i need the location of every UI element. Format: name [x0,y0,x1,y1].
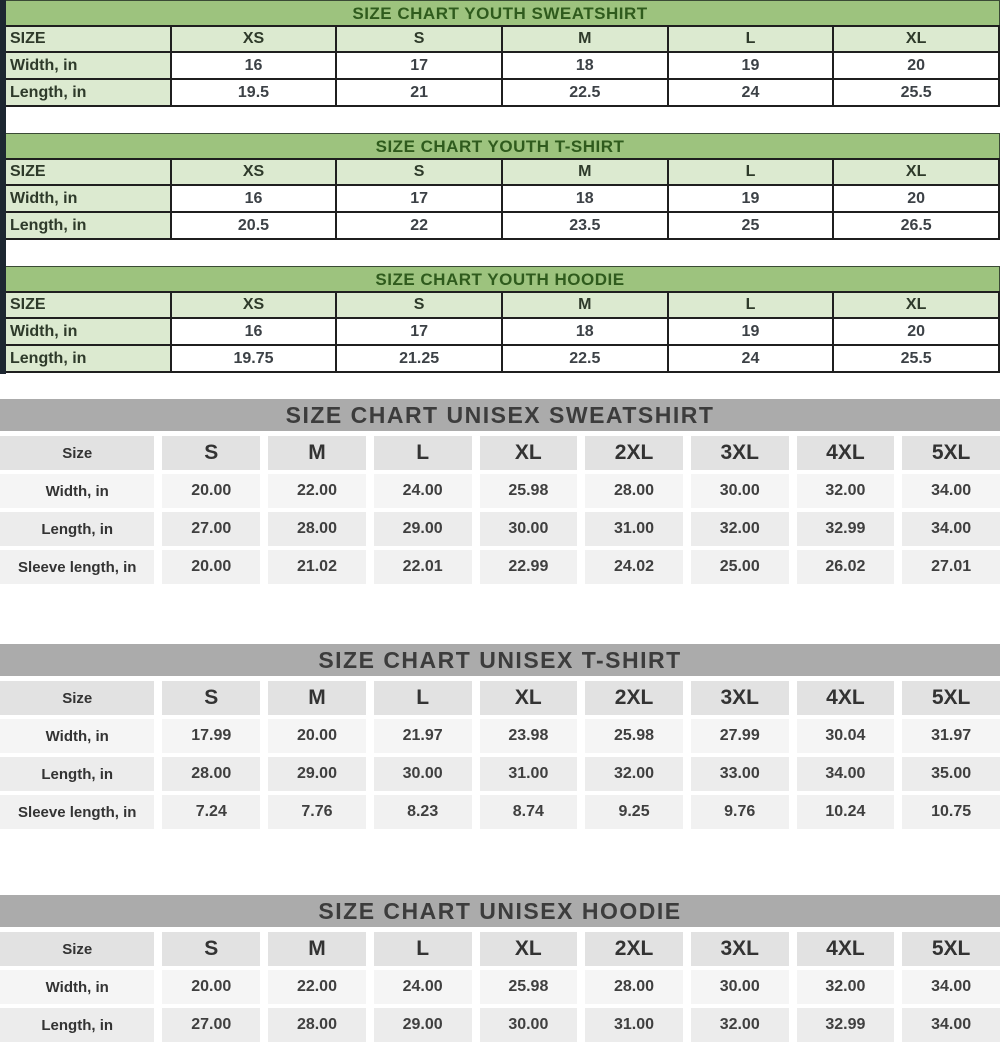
column-header: L [374,681,472,715]
size-value: 22.00 [268,474,366,508]
size-value: 32.99 [797,1008,895,1042]
column-header: M [268,932,366,966]
size-chart-youth-tshirt [0,133,1000,240]
column-header: SIZE [1,26,171,52]
size-chart-unisex-tshirt [0,644,1000,833]
left-edge-scan-strip [0,0,6,374]
column-header: M [502,26,668,52]
column-header: S [162,436,260,470]
table-row [0,757,1000,791]
size-value: 7.76 [268,795,366,829]
table-row [0,512,1000,546]
size-value: 33.00 [691,757,789,791]
size-value: 24.02 [585,550,683,584]
size-value: 18 [502,318,668,345]
size-value: 25.98 [585,719,683,753]
size-value: 22.5 [502,79,668,106]
size-value: 30.00 [480,512,578,546]
size-value: 18 [502,52,668,79]
size-value: 31.00 [585,512,683,546]
size-value: 8.74 [480,795,578,829]
table-row [0,719,1000,753]
size-value: 31.97 [902,719,1000,753]
size-value: 20.00 [162,550,260,584]
youth-hoodie-table [0,291,1000,373]
size-value: 31.00 [480,757,578,791]
column-header: 3XL [691,681,789,715]
row-label: Length, in [0,1008,154,1042]
row-label: Width, in [1,185,171,212]
youth-sweatshirt-table [0,25,1000,107]
size-value: 18 [502,185,668,212]
header-row [1,292,999,318]
size-value: 24.00 [374,970,472,1004]
row-label: Width, in [0,719,154,753]
size-value: 23.5 [502,212,668,239]
header-row [0,932,1000,966]
size-value: 20.5 [171,212,337,239]
size-value: 27.00 [162,1008,260,1042]
size-value: 34.00 [902,970,1000,1004]
unisex-tshirt-table [0,677,1000,833]
column-header: S [336,159,502,185]
size-value: 9.76 [691,795,789,829]
size-value: 28.00 [268,1008,366,1042]
size-value: 17.99 [162,719,260,753]
size-value: 23.98 [480,719,578,753]
size-value: 32.99 [797,512,895,546]
size-value: 8.23 [374,795,472,829]
size-value: 10.75 [902,795,1000,829]
size-value: 30.00 [691,970,789,1004]
column-header: XL [480,681,578,715]
size-value: 28.00 [585,970,683,1004]
size-value: 22.99 [480,550,578,584]
size-value: 27.00 [162,512,260,546]
size-value: 9.25 [585,795,683,829]
header-row [1,159,999,185]
table-title: SIZE CHART YOUTH HOODIE [0,266,1000,291]
size-value: 34.00 [902,1008,1000,1042]
size-value: 19 [668,52,834,79]
size-value: 20 [833,318,999,345]
youth-tshirt-table [0,158,1000,240]
table-row [1,345,999,372]
table-row [0,1008,1000,1042]
table-row [1,318,999,345]
column-header: XL [833,26,999,52]
table-row [0,550,1000,584]
table-row [0,970,1000,1004]
size-chart-youth-hoodie [0,266,1000,373]
size-value: 24 [668,345,834,372]
size-value: 20.00 [162,474,260,508]
row-label: Length, in [0,757,154,791]
column-header: XS [171,26,337,52]
column-header: XS [171,159,337,185]
column-header: S [336,26,502,52]
size-value: 22 [336,212,502,239]
size-value: 20 [833,185,999,212]
column-header: SIZE [1,292,171,318]
size-value: 19.75 [171,345,337,372]
column-header: M [502,292,668,318]
size-value: 22.00 [268,970,366,1004]
size-value: 30.04 [797,719,895,753]
column-header: M [502,159,668,185]
table-title: SIZE CHART UNISEX HOODIE [0,895,1000,927]
size-value: 34.00 [797,757,895,791]
size-value: 16 [171,52,337,79]
column-header: Size [0,681,154,715]
size-value: 16 [171,185,337,212]
table-row [1,79,999,106]
size-value: 24.00 [374,474,472,508]
column-header: M [268,681,366,715]
size-value: 21.25 [336,345,502,372]
column-header: 2XL [585,436,683,470]
column-header: L [668,292,834,318]
column-header: 2XL [585,681,683,715]
size-value: 30.00 [374,757,472,791]
size-value: 28.00 [268,512,366,546]
column-header: Size [0,932,154,966]
size-value: 31.00 [585,1008,683,1042]
size-value: 21.97 [374,719,472,753]
column-header: L [668,26,834,52]
column-header: 4XL [797,932,895,966]
row-label: Width, in [0,474,154,508]
size-value: 25.5 [833,79,999,106]
column-header: SIZE [1,159,171,185]
table-row [1,52,999,79]
size-value: 10.24 [797,795,895,829]
table-row [1,185,999,212]
size-value: 25 [668,212,834,239]
size-value: 26.02 [797,550,895,584]
size-value: 21 [336,79,502,106]
column-header: 3XL [691,436,789,470]
size-value: 27.01 [902,550,1000,584]
table-title: SIZE CHART UNISEX T-SHIRT [0,644,1000,676]
size-value: 29.00 [268,757,366,791]
unisex-sweatshirt-table [0,432,1000,588]
size-value: 34.00 [902,512,1000,546]
header-row [1,26,999,52]
size-value: 22.01 [374,550,472,584]
size-value: 35.00 [902,757,1000,791]
size-value: 26.5 [833,212,999,239]
table-title: SIZE CHART YOUTH T-SHIRT [0,133,1000,158]
header-row [0,436,1000,470]
size-value: 32.00 [691,512,789,546]
size-value: 30.00 [691,474,789,508]
size-value: 28.00 [585,474,683,508]
column-header: M [268,436,366,470]
table-title: SIZE CHART UNISEX SWEATSHIRT [0,399,1000,431]
column-header: XL [833,159,999,185]
row-label: Length, in [1,345,171,372]
header-row [0,681,1000,715]
size-value: 7.24 [162,795,260,829]
size-chart-youth-sweatshirt [0,0,1000,107]
size-value: 17 [336,318,502,345]
size-value: 20.00 [162,970,260,1004]
size-value: 32.00 [585,757,683,791]
column-header: S [336,292,502,318]
column-header: 3XL [691,932,789,966]
size-value: 32.00 [797,474,895,508]
column-header: L [374,932,472,966]
size-value: 29.00 [374,512,472,546]
size-value: 17 [336,185,502,212]
table-row [1,212,999,239]
column-header: 2XL [585,932,683,966]
size-value: 25.5 [833,345,999,372]
column-header: Size [0,436,154,470]
column-header: XL [480,932,578,966]
size-value: 29.00 [374,1008,472,1042]
unisex-hoodie-table [0,928,1000,1046]
column-header: L [668,159,834,185]
column-header: L [374,436,472,470]
column-header: 4XL [797,681,895,715]
size-value: 21.02 [268,550,366,584]
row-label: Sleeve length, in [0,550,154,584]
size-value: 28.00 [162,757,260,791]
size-value: 16 [171,318,337,345]
size-chart-unisex-sweatshirt [0,399,1000,588]
size-value: 17 [336,52,502,79]
row-label: Length, in [0,512,154,546]
size-value: 24 [668,79,834,106]
row-label: Length, in [1,212,171,239]
row-label: Length, in [1,79,171,106]
size-value: 22.5 [502,345,668,372]
size-value: 19.5 [171,79,337,106]
size-value: 19 [668,185,834,212]
column-header: 5XL [902,436,1000,470]
size-value: 25.00 [691,550,789,584]
size-value: 30.00 [480,1008,578,1042]
column-header: S [162,932,260,966]
column-header: S [162,681,260,715]
size-value: 34.00 [902,474,1000,508]
size-value: 25.98 [480,474,578,508]
size-value: 32.00 [797,970,895,1004]
row-label: Width, in [1,318,171,345]
column-header: XS [171,292,337,318]
size-value: 20.00 [268,719,366,753]
column-header: 5XL [902,932,1000,966]
column-header: 4XL [797,436,895,470]
row-label: Sleeve length, in [0,795,154,829]
row-label: Width, in [0,970,154,1004]
size-value: 25.98 [480,970,578,1004]
table-title: SIZE CHART YOUTH SWEATSHIRT [0,0,1000,25]
column-header: XL [833,292,999,318]
row-label: Width, in [1,52,171,79]
column-header: XL [480,436,578,470]
table-row [0,474,1000,508]
column-header: 5XL [902,681,1000,715]
table-row [0,795,1000,829]
size-value: 19 [668,318,834,345]
size-value: 27.99 [691,719,789,753]
size-value: 32.00 [691,1008,789,1042]
size-chart-unisex-hoodie [0,895,1000,1046]
size-value: 20 [833,52,999,79]
